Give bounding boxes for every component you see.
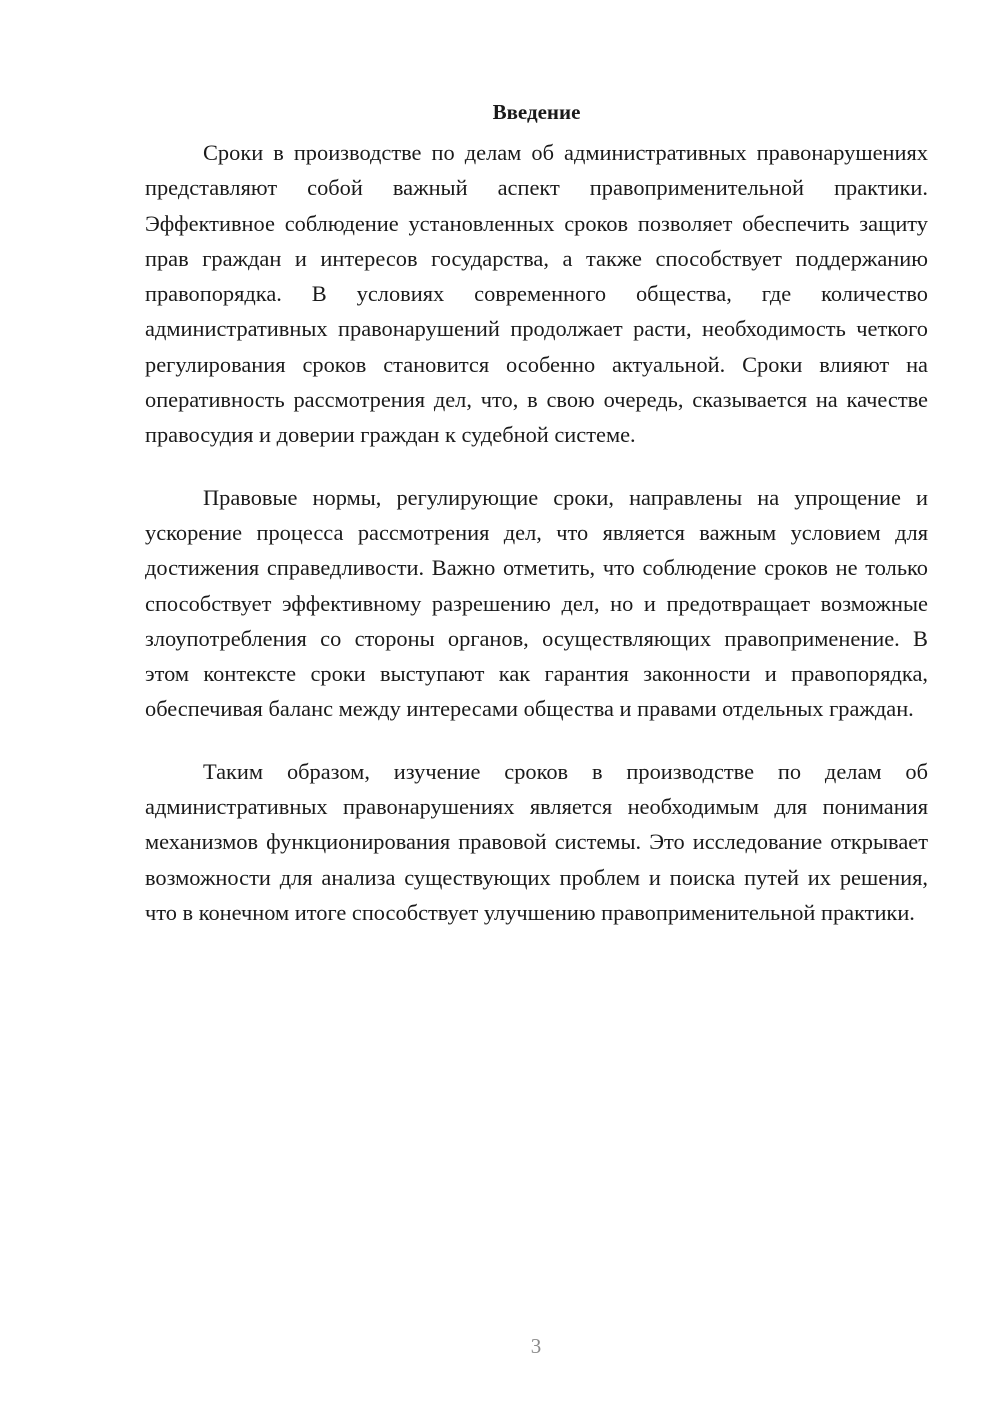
- page-content: [145, 95, 928, 930]
- paragraph-2: Правовые нормы, регулирующие сроки, направлены на упрощение и ускорение процесса рассмотрения дел, что является важным условием для достижения справедливости. Важно отметить, что соблюдение сроков не только способствует эффективному разрешению дел, но и предотвращает возможные злоупотребления со стороны органов, осуществляющих правоприменение. В этом контексте сроки выступают как гарантия законности и правопорядка, обеспечивая баланс между интересами общества и правами отдельных граждан.: [145, 484, 928, 722]
- section-title: Введение: [492, 100, 581, 124]
- paragraph-1: Сроки в производстве по делам об административных правонарушениях представляют собой важный аспект правоприменительной практики. Эффективное соблюдение установленных сроков позволяет обеспечить защиту прав граждан и интересов государства, а также способствует поддержанию правопорядка. В условиях современного общества, где количество административных правонарушений продолжает расти, необходимость четкого регулирования сроков становится особенно актуальной. Сроки влияют на оперативность рассмотрения дел, что, в свою очередь, сказывается на качестве правосудия и доверии граждан к судебной системе.: [145, 140, 928, 448]
- paragraph-3: Таким образом, изучение сроков в производстве по делам об административных правонарушениях является необходимым для понимания механизмов функционирования правовой системы. Это исследование открывает возможности для анализа существующих проблем и поиска путей их решения, что в конечном итоге способствует улучшению правоприменительной практики.: [145, 758, 928, 925]
- page-number: 3: [530, 1334, 542, 1358]
